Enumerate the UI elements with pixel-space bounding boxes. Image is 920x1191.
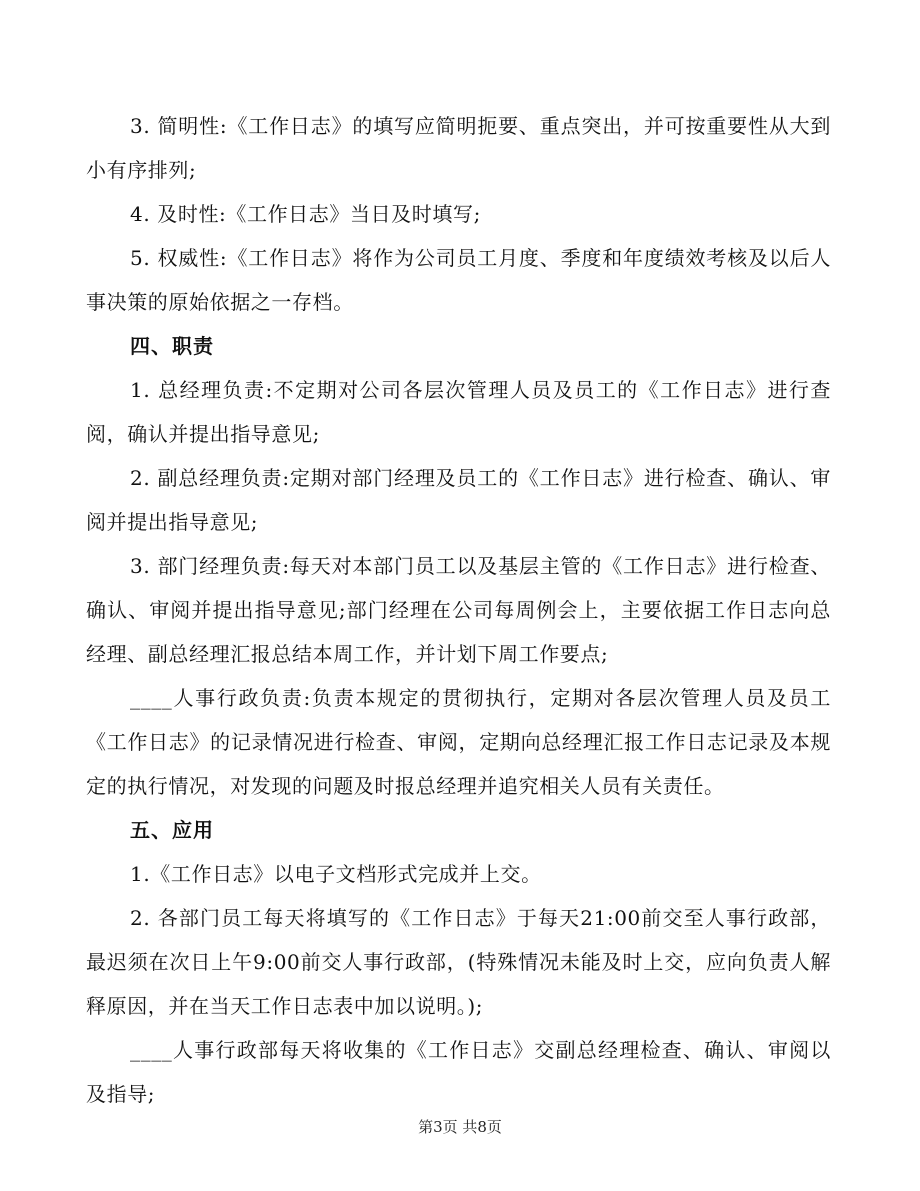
paragraph-authority: 5. 权威性:《工作日志》将作为公司员工月度、季度和年度绩效考核及以后人事决策的原始依据之一存档。 — [86, 246, 831, 314]
paragraph-electronic-format: 1.《工作日志》以电子文档形式完成并上交。 — [130, 862, 542, 886]
paragraph-hr-collection: ____人事行政部每天将收集的《工作日志》交副总经理检查、确认、审阅以及指导; — [86, 1038, 831, 1106]
paragraph-timeliness: 4. 及时性:《工作日志》当日及时填写; — [130, 202, 481, 226]
page-number-footer: 第3页 共8页 — [418, 1118, 502, 1136]
paragraph-submission-deadline: 2. 各部门员工每天将填写的《工作日志》于每天21:00前交至人事行政部，最迟须在次日上午9:00前交人事行政部，(特殊情况未能及时上交，应向负责人解释原因，并在当天工作日志表中加以说明。); — [86, 906, 831, 1018]
document-body — [86, 104, 831, 1116]
section-heading-application: 五、应用 — [130, 818, 214, 842]
paragraph-department-manager: 3. 部门经理负责:每天对本部门员工以及基层主管的《工作日志》进行检查、确认、审阅并提出指导意见;部门经理在公司每周例会上，主要依据工作日志向总经理、副总经理汇报总结本周工作，并计划下周工作要点; — [86, 554, 831, 666]
paragraph-hr-admin: ____人事行政负责:负责本规定的贯彻执行，定期对各层次管理人员及员工《工作日志》的记录情况进行检查、审阅，定期向总经理汇报工作日志记录及本规定的执行情况，对发现的问题及时报总经理并追究相关人员有关责任。 — [86, 686, 831, 798]
section-heading-responsibilities: 四、职责 — [130, 334, 214, 358]
paragraph-general-manager: 1. 总经理负责:不定期对公司各层次管理人员及员工的《工作日志》进行查阅，确认并提出指导意见; — [86, 378, 831, 446]
paragraph-conciseness: 3. 简明性:《工作日志》的填写应简明扼要、重点突出，并可按重要性从大到小有序排列; — [86, 114, 831, 182]
paragraph-deputy-general-manager: 2. 副总经理负责:定期对部门经理及员工的《工作日志》进行检查、确认、审阅并提出指导意见; — [86, 466, 831, 534]
